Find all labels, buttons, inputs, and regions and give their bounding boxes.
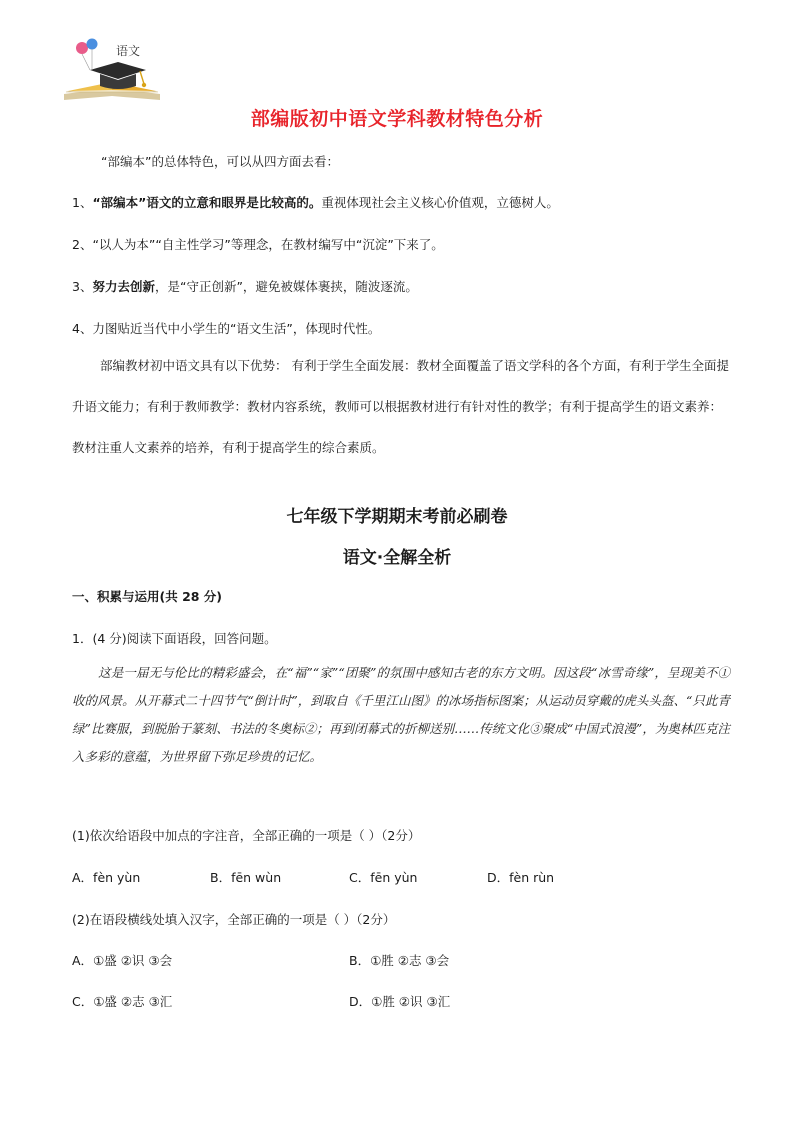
subquestion-2-option-b: B．①胜 ②志 ③会: [349, 953, 450, 968]
question-1-stem: 1．(4 分)阅读下面语段，回答问题。: [72, 631, 277, 646]
feature-item-4: 4、力图贴近当代中小学生的“语文生活”，体现时代性。: [72, 321, 381, 336]
section-heading: 一、积累与运用(共 28 分): [72, 589, 223, 604]
feature-item-2: 2、“以人为本”“自主性学习”等理念，在教材编写中“沉淀”下来了。: [72, 237, 444, 252]
subquestion-1-option-a: A．fèn yùn: [72, 870, 141, 885]
subquestion-2-stem: (2)在语段横线处填入汉字，全部正确的一项是（ ）（2分）: [72, 912, 396, 927]
subquestion-1-option-d: D．fèn rùn: [487, 870, 555, 885]
subquestion-1-option-c: C．fēn yùn: [349, 870, 418, 885]
subquestion-2-option-d: D．①胜 ②识 ③汇: [349, 994, 451, 1009]
subquestion-2-option-a: A．①盛 ②识 ③会: [72, 953, 173, 968]
logo-text: 语文: [116, 44, 141, 58]
graduation-cap-icon: [60, 36, 165, 111]
subquestion-2-option-c: C．①盛 ②志 ③汇: [72, 994, 173, 1009]
exam-title: 七年级下学期期末考前必刷卷: [286, 507, 508, 527]
document-title: 部编版初中语文学科教材特色分析: [250, 108, 544, 130]
subquestion-1-stem: (1)依次给语段中加点的字注音，全部正确的一项是（ ）（2分）: [72, 828, 421, 843]
subquestion-1-option-b: B．fēn wùn: [210, 870, 282, 885]
subject-logo: [60, 36, 165, 111]
feature-item-1: 1、“部编本”语文的立意和眼界是比较高的。重视体现社会主义核心价值观，立德树人。: [72, 195, 559, 210]
exam-subtitle: 语文·全解全析: [342, 548, 452, 568]
feature-item-3: 3、努力去创新，是“守正创新”，避免被媒体裹挟，随波逐流。: [72, 279, 418, 294]
advantages-paragraph: 部编教材初中语文具有以下优势： 有利于学生全面发展：教材全面覆盖了语文学科的各个方面，有利于学生全面提升语文能力；有利于教师教学：教材内容系统，教师可以根据教材进行有针对性的教学；有利于提高学生的语文素养：教材注重人文素养的培养，有利于提高学生的综合素质。: [72, 358, 729, 455]
reading-passage: 这是一届无与伦比的精彩盛会，在“福”“家”“团聚”的氛围中感知古老的东方文明。因这段“冰雪奇缘”，呈现美不①收的风景。从开幕式二十四节气“倒计时”，到取自《千里江山图》的冰场指标图案；从运动员穿戴的虎头头盔、“只此青绿”比赛服，到脱胎于篆刻、书法的冬奥标②；再到闭幕式的折柳送别……传统文化③聚成“中国式浪漫”，为奥林匹克注入多彩的意蕴，为世界留下弥足珍贵的记忆。: [72, 665, 730, 764]
intro-text: “部编本”的总体特色，可以从四方面去看：: [101, 154, 339, 169]
